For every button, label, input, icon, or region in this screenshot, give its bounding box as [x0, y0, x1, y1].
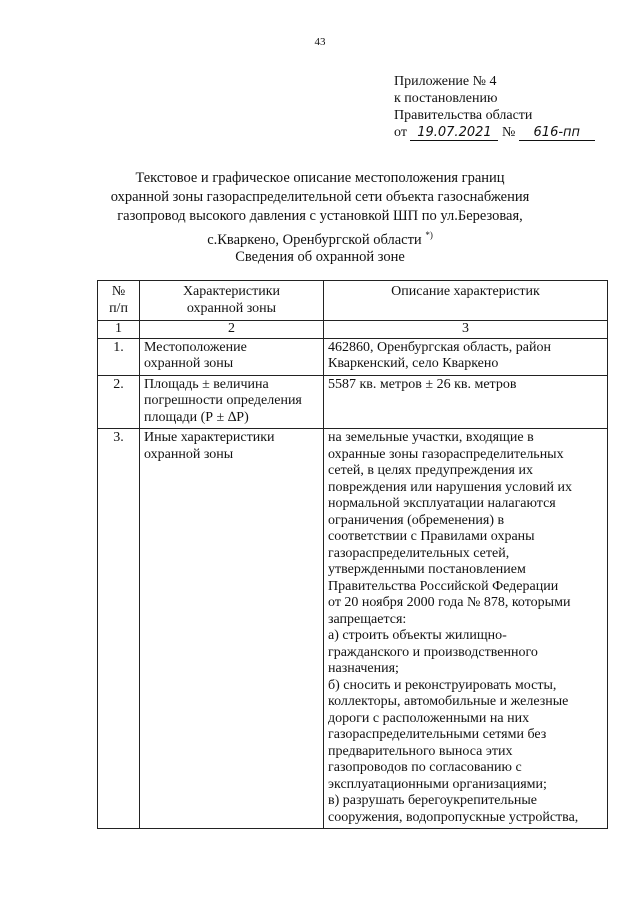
text-line: газопроводов по согласованию с — [328, 760, 522, 775]
from-label: от — [394, 125, 407, 140]
text-line: нормальной эксплуатации налагаются — [328, 496, 556, 511]
text-line: Иные характеристики — [144, 430, 275, 445]
row-number: 3. — [98, 429, 140, 829]
column-number-3: 3 — [324, 321, 608, 339]
number-label: № — [501, 125, 516, 140]
text-line: погрешности определения — [144, 393, 302, 408]
document-title — [60, 169, 580, 250]
text-line: на земельные участки, входящие в — [328, 430, 534, 445]
row-description — [324, 338, 608, 375]
header-characteristics — [140, 281, 324, 321]
title-line-2: охранной зоны газораспределительной сети объекта газоснабжения — [110, 189, 530, 205]
page-number: 43 — [314, 36, 326, 48]
text-line: в) разрушать берегоукрепительные — [328, 793, 538, 808]
text-line: от 20 ноября 2000 года № 878, которыми — [328, 595, 571, 610]
section-subtitle: Сведения об охранной зоне — [235, 249, 405, 265]
row-characteristic — [140, 338, 324, 375]
text-line: 462860, Оренбургская область, район — [328, 339, 551, 355]
text-line: предварительного выноса этих — [328, 743, 513, 759]
text-line: охранной зоны — [144, 356, 234, 371]
title-line-4 — [60, 226, 580, 250]
text-line: площади (Р ± ∆Р) — [144, 409, 249, 425]
row-number: 2. — [98, 375, 140, 429]
text-line: повреждения или нарушения условий их — [328, 479, 572, 495]
table-header-row — [98, 281, 608, 321]
text-line: охранные зоны газораспределительных — [328, 446, 564, 462]
text-line: 5587 кв. метров ± 26 кв. метров — [328, 376, 517, 392]
handwritten-number: 616-пп — [519, 126, 595, 141]
row-number: 1. — [98, 338, 140, 375]
table-row — [98, 375, 608, 429]
row-description — [324, 375, 608, 429]
text-line: Площадь ± величина — [144, 376, 269, 392]
text-line: газораспределительными сетями без — [328, 727, 547, 742]
header-characteristics-line-1: Характеристики — [182, 284, 281, 299]
handwritten-date: 19.07.2021 — [410, 126, 498, 141]
appendix-date-line — [394, 124, 624, 141]
text-line: газораспределительных сетей, — [328, 545, 510, 561]
text-line: а) строить объекты жилищно- — [328, 628, 507, 643]
text-line: дороги с расположенными на них — [328, 710, 530, 726]
header-number — [98, 281, 140, 321]
title-line-1: Текстовое и графическое описание местоположения границ — [135, 170, 505, 186]
header-number-line-1: № — [111, 284, 126, 299]
appendix-header — [394, 73, 624, 141]
text-line: Правительства Российской Федерации — [328, 578, 559, 594]
text-line: охранной зоны — [144, 446, 234, 462]
text-line: утвержденными постановлением — [328, 562, 526, 577]
appendix-line-2: к постановлению — [394, 91, 498, 106]
zone-table — [97, 280, 608, 829]
table-row — [98, 429, 608, 829]
text-line: коллекторы, автомобильные и железные — [328, 694, 569, 709]
text-line: Кваркенский, село Кваркено — [328, 356, 499, 371]
text-line: соответствии с Правилами охраны — [328, 529, 535, 544]
row-characteristic — [140, 429, 324, 829]
header-number-line-2: п/п — [109, 300, 128, 316]
footnote-mark: *) — [425, 230, 433, 240]
appendix-line-3: Правительства области — [394, 108, 533, 123]
title-line-4-text: с.Кваркено, Оренбургской области — [207, 232, 422, 248]
text-line: сетей, в целях предупреждения их — [328, 463, 533, 478]
header-description: Описание характеристик — [324, 281, 608, 321]
row-characteristic — [140, 375, 324, 429]
column-number-1: 1 — [98, 321, 140, 339]
text-line: б) сносить и реконструировать мосты, — [328, 677, 557, 693]
text-line: ограничения (обременения) в — [328, 512, 505, 528]
appendix-line-1: Приложение № 4 — [394, 74, 497, 89]
text-line: сооружения, водопропускные устройства, — [328, 809, 579, 825]
text-line: запрещается: — [328, 611, 407, 627]
title-line-3: газопровод высокого давления с установкой ШП по ул.Березовая, — [117, 208, 523, 224]
text-line: Местоположение — [144, 339, 247, 355]
text-line: назначения; — [328, 661, 399, 676]
table-row — [98, 338, 608, 375]
row-description — [324, 429, 608, 829]
text-line: гражданского и производственного — [328, 644, 538, 660]
text-line: эксплуатационными организациями; — [328, 776, 547, 792]
header-characteristics-line-2: охранной зоны — [186, 300, 277, 316]
column-number-row — [98, 321, 608, 339]
column-number-2: 2 — [140, 321, 324, 339]
